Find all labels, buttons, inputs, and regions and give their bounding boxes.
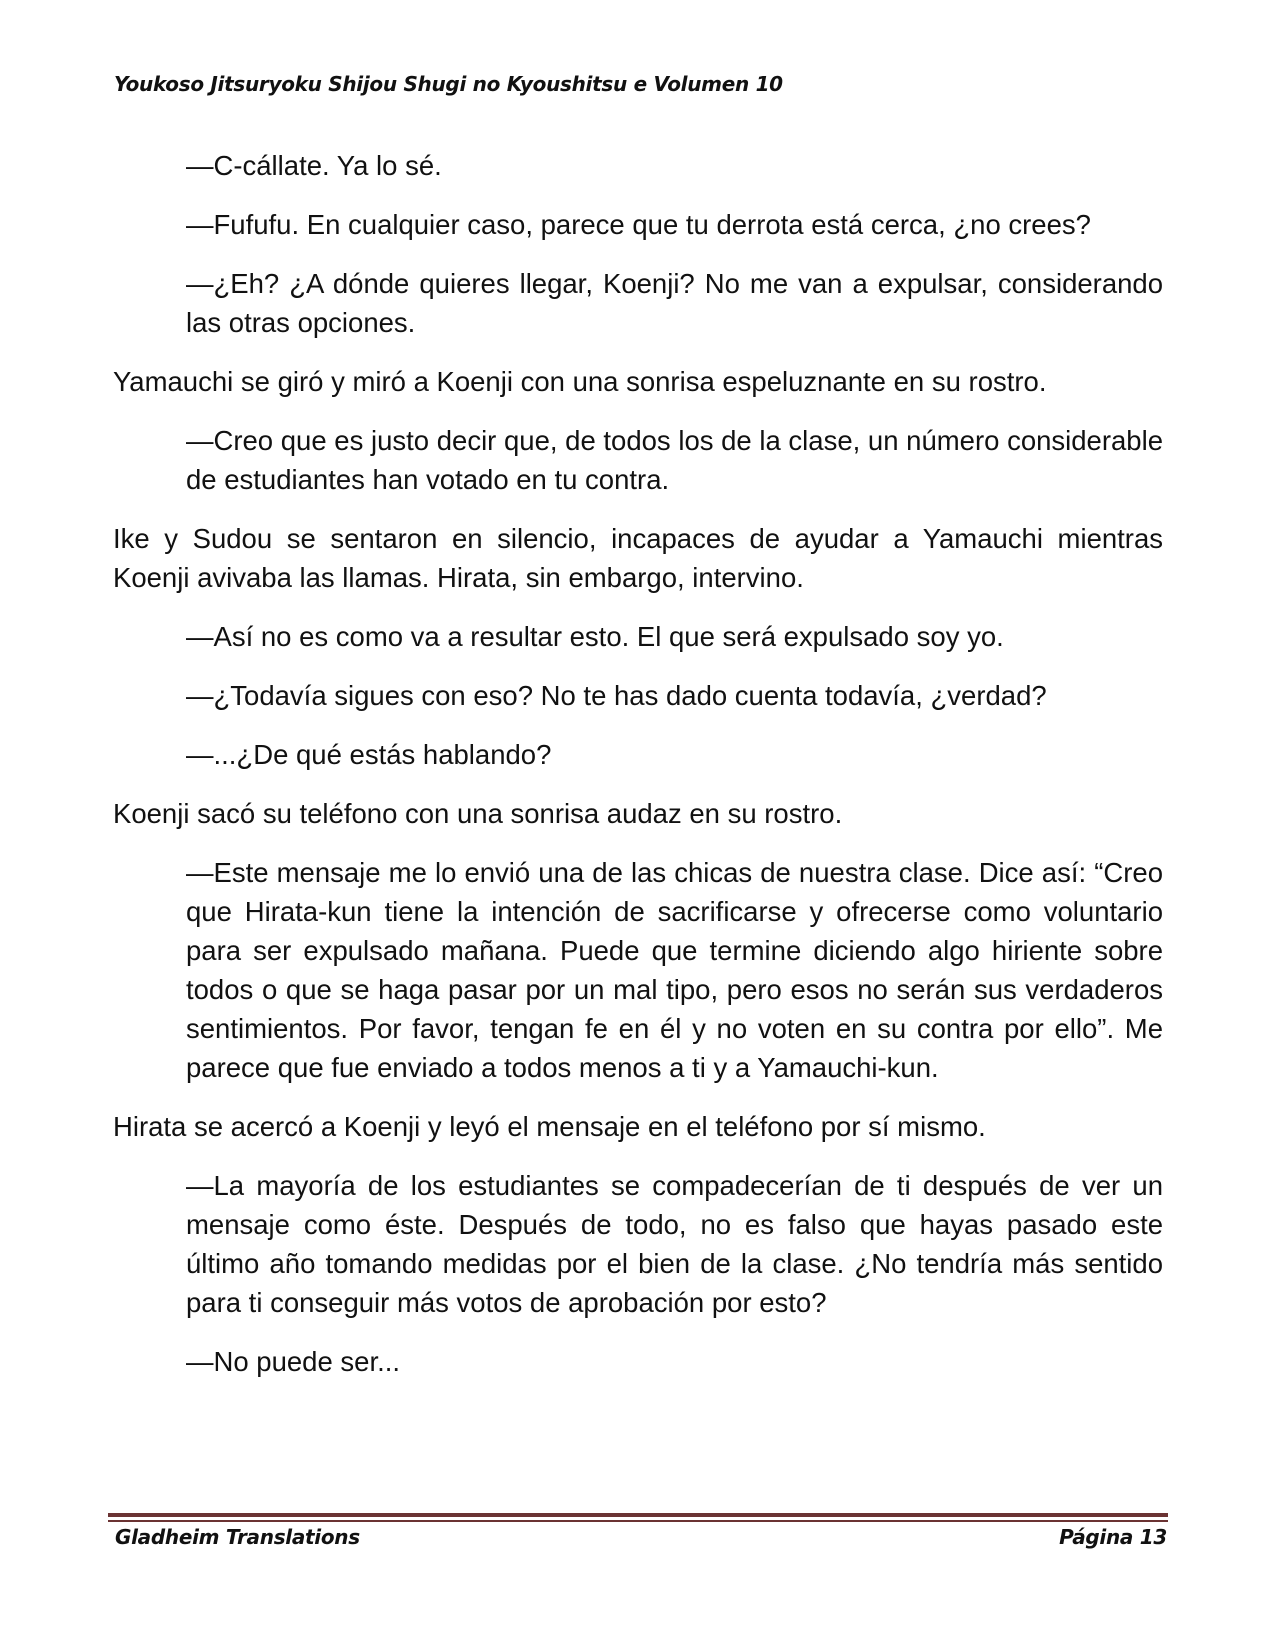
footer-divider-thin xyxy=(108,1520,1168,1522)
footer-divider xyxy=(108,1513,1168,1517)
paragraph: —Así no es como va a resultar esto. El que será expulsado soy yo. xyxy=(186,621,1004,652)
paragraph: —¿Todavía sigues con eso? No te has dado cuenta todavía, ¿verdad? xyxy=(186,680,1047,711)
paragraph: —Fufufu. En cualquier caso, parece que tu derrota está cerca, ¿no crees? xyxy=(186,209,1091,240)
paragraph: —Este mensaje me lo envió una de las chicas de nuestra clase. Dice así: “Creo que Hirata-kun tiene la intención de sacrificarse y ofrecerse como voluntario para ser expulsado mañana. Puede que termine diciendo algo hiriente sobre todos o que se haga pasar por un mal tipo, pero esos no serán sus verdaderos sentimientos. Por favor, tengan fe en él y no voten en su contra por ello”. Me parece que fue enviado a todos menos a ti y a Yamauchi-kun. xyxy=(186,857,1163,1083)
paragraph: Koenji sacó su teléfono con una sonrisa audaz en su rostro. xyxy=(113,798,843,829)
footer-translator: Gladheim Translations xyxy=(115,1525,360,1549)
paragraph: Yamauchi se giró y miró a Koenji con una sonrisa espeluznante en su rostro. xyxy=(113,366,1047,397)
page-header-title: Youkoso Jitsuryoku Shijou Shugi no Kyoushitsu e Volumen 10 xyxy=(114,72,783,96)
paragraph: —No puede ser... xyxy=(186,1346,401,1377)
paragraph: Ike y Sudou se sentaron en silencio, incapaces de ayudar a Yamauchi mientras Koenji avivaba las llamas. Hirata, sin embargo, intervino. xyxy=(113,523,1163,593)
paragraph: —...¿De qué estás hablando? xyxy=(186,739,552,770)
footer-page-number: Página 13 xyxy=(1059,1525,1167,1549)
paragraph: —La mayoría de los estudiantes se compadecerían de ti después de ver un mensaje como éste. Después de todo, no es falso que hayas pasado este último año tomando medidas por el bien de la clase. ¿No tendría más sentido para ti conseguir más votos de aprobación por esto? xyxy=(186,1170,1163,1318)
paragraph: —Creo que es justo decir que, de todos los de la clase, un número considerable de estudiantes han votado en tu contra. xyxy=(186,425,1163,495)
page-body xyxy=(113,146,1163,1401)
paragraph: Hirata se acercó a Koenji y leyó el mensaje en el teléfono por sí mismo. xyxy=(113,1111,986,1142)
paragraph: —¿Eh? ¿A dónde quieres llegar, Koenji? No me van a expulsar, considerando las otras opciones. xyxy=(186,268,1163,338)
paragraph: —C-cállate. Ya lo sé. xyxy=(186,150,442,181)
